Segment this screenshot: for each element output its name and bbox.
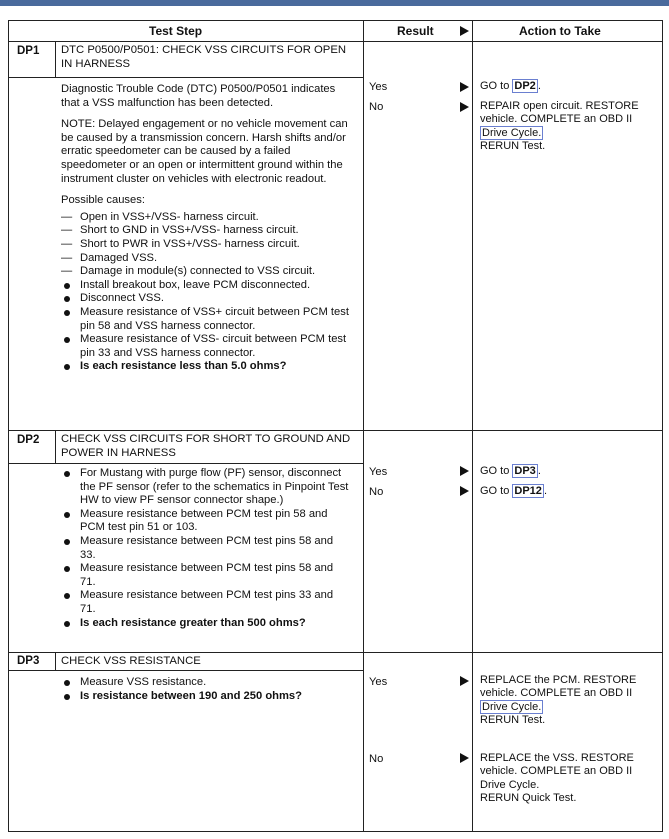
dp1-body xyxy=(61,83,351,374)
id-divider-dp1 xyxy=(55,41,56,77)
dp1-result-no: No xyxy=(369,101,384,113)
list-item: — Short to PWR in VSS+/VSS- harness circuit. xyxy=(61,238,351,252)
list-item: Measure resistance of VSS- circuit between PCM test pin 33 and VSS harness connector. xyxy=(61,333,351,360)
drive-cycle-link[interactable]: Drive Cycle. xyxy=(482,700,542,713)
dp1-para-dtc: Diagnostic Trouble Code (DTC) P0500/P0501 indicates that a VSS malfunction has been detected. xyxy=(61,83,336,109)
list-item: — Short to GND in VSS+/VSS- harness circuit. xyxy=(61,224,351,238)
dp1-title-rule xyxy=(9,77,363,78)
list-item: Measure resistance between PCM test pins 58 and 33. xyxy=(61,535,351,562)
dp3-no-action-line4: RERUN Quick Test. xyxy=(480,792,577,805)
dp2-link[interactable]: DP2 xyxy=(514,80,536,92)
dp2-no-action-prefix: GO to xyxy=(480,485,510,497)
dp1-note: NOTE: Delayed engagement or no vehicle movement can be caused by a transmission concern. Harsh shifts and/or erratic speedometer can be caused by a failed speedometer or an open or intermittent ground within the instrument cluster on vehicles with electronic readout. xyxy=(61,118,348,185)
dp3-top-rule xyxy=(9,652,662,653)
header-arrow-icon xyxy=(460,26,469,36)
dp1-yes-action-prefix: GO to xyxy=(480,80,510,92)
list-item: Measure resistance of VSS+ circuit between PCM test pin 58 and VSS harness connector. xyxy=(61,306,351,333)
window-top-bar xyxy=(0,0,669,6)
list-item: Measure resistance between PCM test pins 33 and 71. xyxy=(61,589,351,616)
list-item: — Damaged VSS. xyxy=(61,252,351,266)
dp3-no-action-line2: vehicle. COMPLETE an OBD II xyxy=(480,765,633,778)
dp2-title: CHECK VSS CIRCUITS FOR SHORT TO GROUND AND POWER IN HARNESS xyxy=(61,433,351,459)
dp2-no-arrow-icon xyxy=(460,486,469,496)
dp3-id: DP3 xyxy=(17,655,40,667)
dp1-steps-list xyxy=(61,279,351,374)
dp3-no-action-line1: REPLACE the VSS. RESTORE xyxy=(480,752,634,764)
list-item: Measure resistance between PCM test pin 58 and PCM test pin 51 or 103. xyxy=(61,508,351,535)
dp3-no-action-line3: Drive Cycle. xyxy=(480,778,540,791)
dp1-yes-arrow-icon xyxy=(460,82,469,92)
dp2-steps-list xyxy=(61,467,351,630)
dp2-result-yes: Yes xyxy=(369,466,388,478)
dp3-no-action xyxy=(480,752,658,806)
list-item: Disconnect VSS. xyxy=(61,292,351,306)
dp2-top-rule xyxy=(9,430,662,431)
dp3-title-rule xyxy=(9,670,363,671)
dp2-yes-arrow-icon xyxy=(460,466,469,476)
dp1-result-yes: Yes xyxy=(369,81,388,93)
header-result: Result xyxy=(397,24,434,38)
header-test-step: Test Step xyxy=(149,24,203,38)
dp3-title: CHECK VSS RESISTANCE xyxy=(61,655,201,667)
dp3-body xyxy=(61,676,351,703)
id-divider-dp3 xyxy=(55,652,56,670)
dp1-question: Is each resistance less than 5.0 ohms? xyxy=(61,360,351,374)
list-item: For Mustang with purge flow (PF) sensor, disconnect the PF sensor (refer to the schematics in Pinpoint Test HW to view PF sensor connector shape.) xyxy=(61,467,351,508)
dp1-no-action xyxy=(480,100,658,154)
dp3-yes-action xyxy=(480,674,658,728)
dp3-no-arrow-icon xyxy=(460,753,469,763)
dp2-title-rule xyxy=(9,463,363,464)
list-item: — Damage in module(s) connected to VSS circuit. xyxy=(61,265,351,279)
dp2-question: Is each resistance greater than 500 ohms? xyxy=(61,617,351,631)
dp2-result-no: No xyxy=(369,486,384,498)
dp3-steps-list xyxy=(61,676,351,703)
dp1-causes-list xyxy=(61,211,351,279)
dp3-result-yes: Yes xyxy=(369,676,388,688)
dp3-yes-action-text: REPLACE the PCM. RESTORE vehicle. COMPLETE an OBD II xyxy=(480,674,637,700)
dp3-yes-arrow-icon xyxy=(460,676,469,686)
dp2-yes-action: GO to DP3 . xyxy=(480,465,541,477)
dp3-link[interactable]: DP3 xyxy=(514,465,536,477)
dp1-no-arrow-icon xyxy=(460,102,469,112)
dp1-id: DP1 xyxy=(17,45,40,57)
list-item: — Open in VSS+/VSS- harness circuit. xyxy=(61,211,351,225)
dp1-possible-causes-label: Possible causes: xyxy=(61,194,145,207)
dp3-yes-action-rerun: RERUN Test. xyxy=(480,714,546,727)
list-item: Measure resistance between PCM test pins 58 and 71. xyxy=(61,562,351,589)
dp2-id: DP2 xyxy=(17,434,40,446)
table-header xyxy=(9,21,662,42)
dp1-title: DTC P0500/P0501: CHECK VSS CIRCUITS FOR OPEN IN HARNESS xyxy=(61,44,347,70)
list-item: Measure VSS resistance. xyxy=(61,676,351,690)
dp3-result-no: No xyxy=(369,753,384,765)
drive-cycle-link[interactable]: Drive Cycle. xyxy=(482,126,542,139)
list-item: Install breakout box, leave PCM disconnected. xyxy=(61,279,351,293)
column-divider-result xyxy=(363,21,364,831)
diagnostic-table xyxy=(8,20,663,832)
dp2-body xyxy=(61,467,351,630)
dp2-no-action: GO to DP12 . xyxy=(480,485,547,497)
dp3-question: Is resistance between 190 and 250 ohms? xyxy=(61,690,351,704)
header-action: Action to Take xyxy=(519,24,601,38)
column-divider-action xyxy=(472,21,473,831)
dp1-no-action-rerun: RERUN Test. xyxy=(480,140,546,153)
dp1-yes-action: GO to DP2 . xyxy=(480,80,541,92)
dp12-link[interactable]: DP12 xyxy=(514,485,542,497)
dp2-yes-action-prefix: GO to xyxy=(480,465,510,477)
id-divider-dp2 xyxy=(55,430,56,463)
dp1-no-action-text: REPAIR open circuit. RESTORE vehicle. COMPLETE an OBD II xyxy=(480,100,639,126)
